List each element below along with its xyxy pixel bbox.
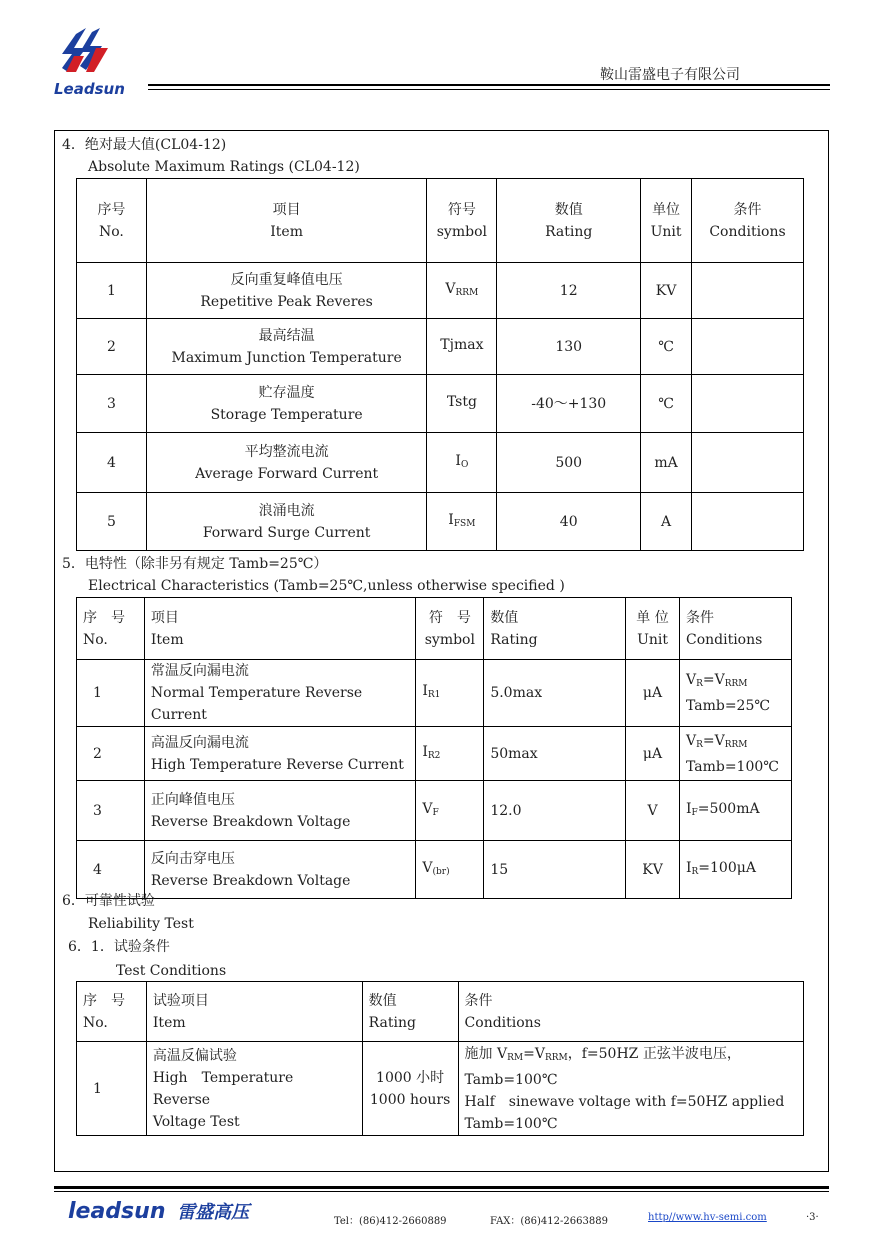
row-conditions: 施加 $V_{RM}=V_{RRM}$，f=50HZ 正弦半波电压， Tamb=100℃ Half sinewave voltage with f=50HZ applied Tamb=100℃ xyxy=(458,1042,803,1136)
row-conditions: $V_R=V_{RRM}$ Tamb=25℃ xyxy=(679,660,791,727)
table-row xyxy=(77,727,792,781)
section4-title-cn: 4．绝对最大值(CL04-12) xyxy=(62,137,227,153)
row-unit: A xyxy=(641,493,692,551)
company-name: 鞍山雷盛电子有限公司 xyxy=(600,67,740,83)
row-item: 常温反向漏电流 Normal Temperature Reverse Current xyxy=(144,660,415,727)
table-header-row xyxy=(77,982,804,1042)
header-rule-thin xyxy=(148,89,830,90)
row-no: 1 xyxy=(77,1042,147,1136)
row-unit: mA xyxy=(641,433,692,493)
row-item: 高温反偏试验 High Temperature Reverse Voltage Test xyxy=(146,1042,362,1136)
row-symbol: $I_{R1}$ xyxy=(416,660,484,727)
section6-title-cn: 6．可靠性试验 xyxy=(62,893,155,909)
section6-sub-en: Test Conditions xyxy=(116,963,227,979)
row-conditions: $V_R=V_{RRM}$ Tamb=100℃ xyxy=(679,727,791,781)
table-header-row xyxy=(77,598,792,660)
row-symbol: Tstg xyxy=(427,375,497,433)
row-no: 4 xyxy=(77,841,145,899)
absolute-max-table xyxy=(76,178,804,551)
table-row xyxy=(77,1042,804,1136)
logo-text: Leadsun xyxy=(54,80,125,98)
footer-tel: Tel：(86)412-2660889 xyxy=(334,1216,447,1227)
col-conditions: 条件 Conditions xyxy=(458,982,803,1042)
section4-title-en: Absolute Maximum Ratings (CL04-12) xyxy=(88,159,360,175)
col-unit: 单 位 Unit xyxy=(626,598,680,660)
row-no: 3 xyxy=(77,781,145,841)
row-symbol: $I_{R2}$ xyxy=(416,727,484,781)
table-row xyxy=(77,263,804,319)
section5-title-en: Electrical Characteristics (Tamb=25℃,unless otherwise specified ) xyxy=(88,578,565,594)
table-row xyxy=(77,841,792,899)
row-rating: 40 xyxy=(497,493,641,551)
row-conditions: $I_F=500mA$ xyxy=(679,781,791,841)
row-unit: KV xyxy=(641,263,692,319)
row-conditions xyxy=(692,433,804,493)
row-item: 最高结温 Maximum Junction Temperature xyxy=(146,319,427,375)
row-conditions xyxy=(692,319,804,375)
col-no: 序 号 No. xyxy=(77,982,147,1042)
row-symbol: $V_{(br)}$ xyxy=(416,841,484,899)
row-rating: 500 xyxy=(497,433,641,493)
table-row xyxy=(77,375,804,433)
row-item: 正向峰值电压 Reverse Breakdown Voltage xyxy=(144,781,415,841)
section6-sub-cn: 6．1．试验条件 xyxy=(68,939,170,955)
footer-rule xyxy=(54,1186,829,1189)
row-rating: 15 xyxy=(484,841,626,899)
row-unit: μA xyxy=(626,727,680,781)
header-rule xyxy=(148,84,830,86)
row-no: 5 xyxy=(77,493,147,551)
row-symbol: $V_{RRM}$ xyxy=(427,263,497,319)
row-no: 4 xyxy=(77,433,147,493)
row-symbol: $V_F$ xyxy=(416,781,484,841)
table-row xyxy=(77,660,792,727)
footer-fax: FAX：(86)412-2663889 xyxy=(490,1216,608,1227)
row-item: 高温反向漏电流 High Temperature Reverse Current xyxy=(144,727,415,781)
leadsun-logo xyxy=(52,26,148,102)
row-rating: 12 xyxy=(497,263,641,319)
footer-brand: leadsun 雷盛高压 xyxy=(68,1199,250,1224)
table-row xyxy=(77,433,804,493)
col-rating: 数值 Rating xyxy=(484,598,626,660)
col-item: 试验项目 Item xyxy=(146,982,362,1042)
col-no: 序 号 No. xyxy=(77,598,145,660)
table-header-row xyxy=(77,179,804,263)
row-conditions: $I_R=100\mu A$ xyxy=(679,841,791,899)
row-symbol: $I_O$ xyxy=(427,433,497,493)
table-row xyxy=(77,319,804,375)
row-conditions xyxy=(692,375,804,433)
test-conditions-table xyxy=(76,981,804,1136)
row-rating: 130 xyxy=(497,319,641,375)
row-rating: 50max xyxy=(484,727,626,781)
row-symbol: $I_{FSM}$ xyxy=(427,493,497,551)
row-no: 2 xyxy=(77,727,145,781)
col-no: 序号 No. xyxy=(77,179,147,263)
row-no: 2 xyxy=(77,319,147,375)
row-conditions xyxy=(692,493,804,551)
row-no: 1 xyxy=(77,263,147,319)
col-rating: 数值 Rating xyxy=(497,179,641,263)
page-number: ·3· xyxy=(806,1212,819,1223)
table-row xyxy=(77,493,804,551)
row-unit: ℃ xyxy=(641,319,692,375)
col-item: 项目 Item xyxy=(144,598,415,660)
table-row xyxy=(77,781,792,841)
col-conditions: 条件 Conditions xyxy=(692,179,804,263)
row-unit: KV xyxy=(626,841,680,899)
footer-url-link[interactable]: http//www.hv-semi.com xyxy=(648,1212,767,1223)
row-unit: V xyxy=(626,781,680,841)
col-symbol: 符号 symbol xyxy=(427,179,497,263)
row-rating: -40～+130 xyxy=(497,375,641,433)
row-no: 3 xyxy=(77,375,147,433)
row-rating: 12.0 xyxy=(484,781,626,841)
section6-title-en: Reliability Test xyxy=(88,916,194,932)
row-symbol: Tjmax xyxy=(427,319,497,375)
footer-brand-cn: 雷盛高压 xyxy=(177,1202,250,1223)
row-item: 贮存温度 Storage Temperature xyxy=(146,375,427,433)
section5-title-cn: 5．电特性（除非另有规定 Tamb=25℃） xyxy=(62,556,328,572)
row-rating: 1000 小时 1000 hours xyxy=(362,1042,458,1136)
row-unit: ℃ xyxy=(641,375,692,433)
electrical-characteristics-table xyxy=(76,597,792,899)
col-conditions: 条件 Conditions xyxy=(679,598,791,660)
col-unit: 单位 Unit xyxy=(641,179,692,263)
row-item: 平均整流电流 Average Forward Current xyxy=(146,433,427,493)
row-rating: 5.0max xyxy=(484,660,626,727)
footer-rule-thin xyxy=(54,1191,829,1192)
row-item: 反向重复峰值电压 Repetitive Peak Reveres xyxy=(146,263,427,319)
col-rating: 数值 Rating xyxy=(362,982,458,1042)
col-item: 项目 Item xyxy=(146,179,427,263)
row-unit: μA xyxy=(626,660,680,727)
row-no: 1 xyxy=(77,660,145,727)
row-item: 浪涌电流 Forward Surge Current xyxy=(146,493,427,551)
row-conditions xyxy=(692,263,804,319)
col-symbol: 符 号 symbol xyxy=(416,598,484,660)
row-item: 反向击穿电压 Reverse Breakdown Voltage xyxy=(144,841,415,899)
